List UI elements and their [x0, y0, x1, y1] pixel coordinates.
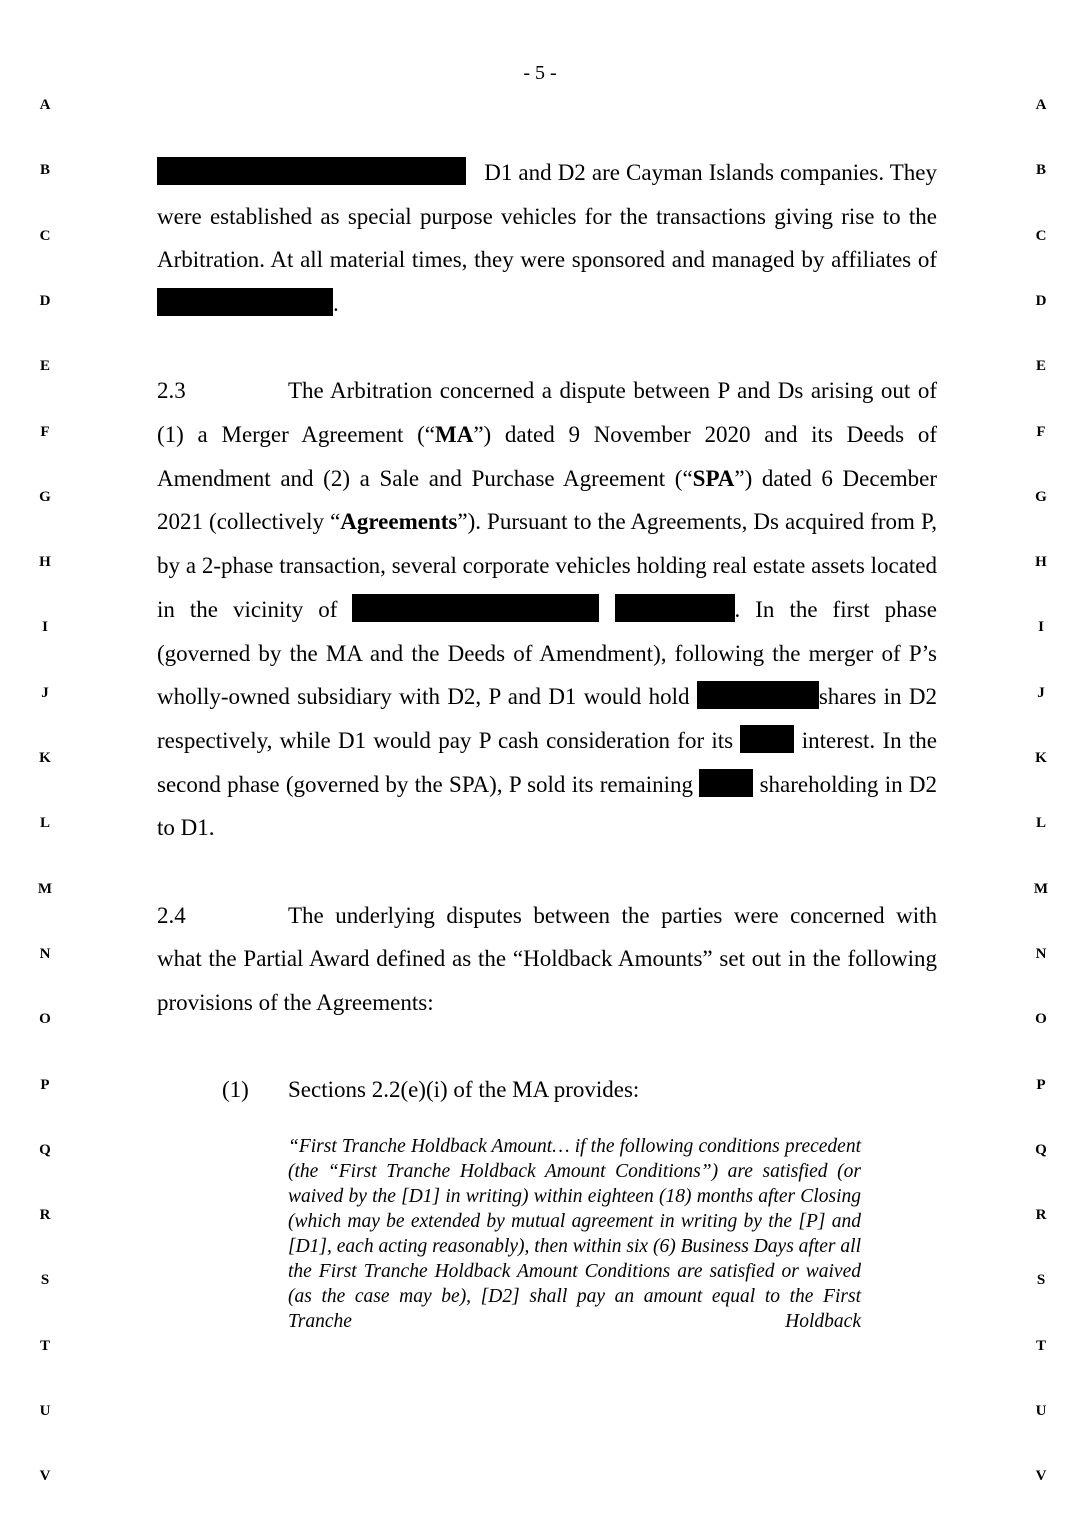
defined-term: SPA [692, 465, 735, 491]
margin-line-letter: M [37, 880, 53, 897]
margin-line-letter: D [1035, 292, 1047, 309]
paragraph-2-2-continuation: D1 and D2 are Cayman Islands companies. They were established as special purpose vehicles for the transactions giving rise to the Arbitration. At all material times, they were sponsored and managed by affiliates of . [157, 151, 937, 326]
redaction-block [157, 157, 466, 185]
margin-line-letter: L [39, 815, 50, 832]
margin-line-letter: N [39, 945, 51, 962]
margin-line-letter: V [39, 1468, 51, 1485]
redaction-block [615, 594, 735, 622]
margin-line-letter: U [1035, 1403, 1047, 1419]
margin-line-letter: G [39, 488, 51, 505]
margin-line-letter: S [40, 1272, 50, 1289]
defined-term: MA [435, 422, 474, 448]
document-body [157, 151, 937, 1334]
margin-line-letter: J [1037, 684, 1045, 701]
margin-line-letter: P [1036, 1076, 1046, 1093]
margin-line-letter: V [1035, 1468, 1047, 1485]
redaction-block [352, 594, 599, 622]
margin-line-letter: E [39, 358, 50, 375]
margin-line-letter: B [39, 162, 50, 179]
defined-term: Agreements [340, 509, 458, 535]
margin-line-letter: N [1035, 945, 1047, 962]
margin-line-letter: Q [39, 1141, 51, 1158]
margin-line-letter: G [1035, 488, 1047, 505]
redaction-block [697, 681, 819, 709]
margin-line-letter: A [1035, 97, 1047, 113]
margin-line-letter: K [1035, 750, 1047, 766]
margin-line-letter: R [1035, 1207, 1047, 1224]
margin-line-letter: H [39, 554, 51, 571]
redaction-block [740, 725, 794, 753]
margin-line-letter: O [1035, 1011, 1047, 1028]
sub-paragraph-number: (1) [222, 1077, 249, 1103]
margin-line-letter: I [1038, 619, 1044, 636]
margin-line-letter: L [1035, 815, 1046, 832]
margin-line-letter: F [1036, 423, 1046, 440]
margin-line-letter: F [40, 423, 50, 440]
margin-line-letter: M [1033, 880, 1049, 897]
margin-line-letter: A [39, 97, 51, 113]
paragraph-2-4: 2.4 The underlying disputes between the parties were concerned with what the Partial Award defined as the “Holdback Amounts” set out in the following provisions of the Agreements: [157, 894, 937, 1025]
margin-line-letter: E [1035, 358, 1046, 375]
paragraph-number: 2.3 [157, 378, 186, 404]
block-quote: “First Tranche Holdback Amount… if the following conditions precedent (the “First Tranche Holdback Amount Conditions”) are satisfied (or waived by the [D1] in writing) within eighteen (18) months after Closing (which may be extended by mutual agreement in writing by the [P] and [D1], each acting reasonably), then within six (6) Business Days after all the First Tranche Holdback Amount Conditions are satisfied or waived (as the case may be), [D2] shall pay an amount equal to the First Tranche Holdback [288, 1135, 861, 1332]
margin-line-letter: Q [1035, 1141, 1047, 1158]
margin-line-letter: P [40, 1076, 50, 1093]
right-margin-letters [1029, 0, 1053, 1528]
margin-line-letter: S [1036, 1272, 1046, 1289]
redaction-block [157, 288, 333, 316]
margin-line-letter: D [39, 292, 51, 309]
margin-line-letter: J [41, 684, 49, 701]
margin-line-letter: K [39, 750, 51, 766]
margin-line-letter: C [1035, 227, 1047, 244]
margin-line-letter: T [1035, 1337, 1046, 1354]
margin-line-letter: B [1035, 162, 1046, 179]
left-margin-letters [33, 0, 57, 1528]
margin-line-letter: I [42, 619, 48, 636]
paragraph-number: 2.4 [157, 902, 186, 928]
margin-line-letter: R [39, 1207, 51, 1224]
sub-paragraph-1: (1) Sections 2.2(e)(i) of the MA provides: [157, 1068, 937, 1112]
paragraph-2-3: 2.3 The Arbitration concerned a dispute between P and Ds arising out of (1) a Merger Agreement (“MA”) dated 9 November 2020 and its Deeds of Amendment and (2) a Sale and Purchase Agreement (“SPA”) dated 6 December 2021 (collectively “Agreements”). Pursuant to the Agreements, Ds acquired from P, by a 2-phase transaction, several corporate vehicles holding real estate assets located in the vicinity of . In the first phase (governed by the MA and the Deeds of Amendment), following the merger of P’s wholly-owned subsidiary with D2, P and D1 would hold shares in D2 respectively, while D1 would pay P cash consideration for its interest. In the second phase (governed by the SPA), P sold its remaining shareholding in D2 to D1. [157, 369, 937, 850]
margin-line-letter: C [39, 227, 51, 244]
margin-line-letter: H [1035, 554, 1047, 571]
margin-line-letter: T [39, 1337, 50, 1354]
margin-line-letter: U [39, 1403, 51, 1419]
margin-line-letter: O [39, 1011, 51, 1028]
page-number: - 5 - [523, 62, 557, 84]
redaction-block [699, 769, 753, 797]
